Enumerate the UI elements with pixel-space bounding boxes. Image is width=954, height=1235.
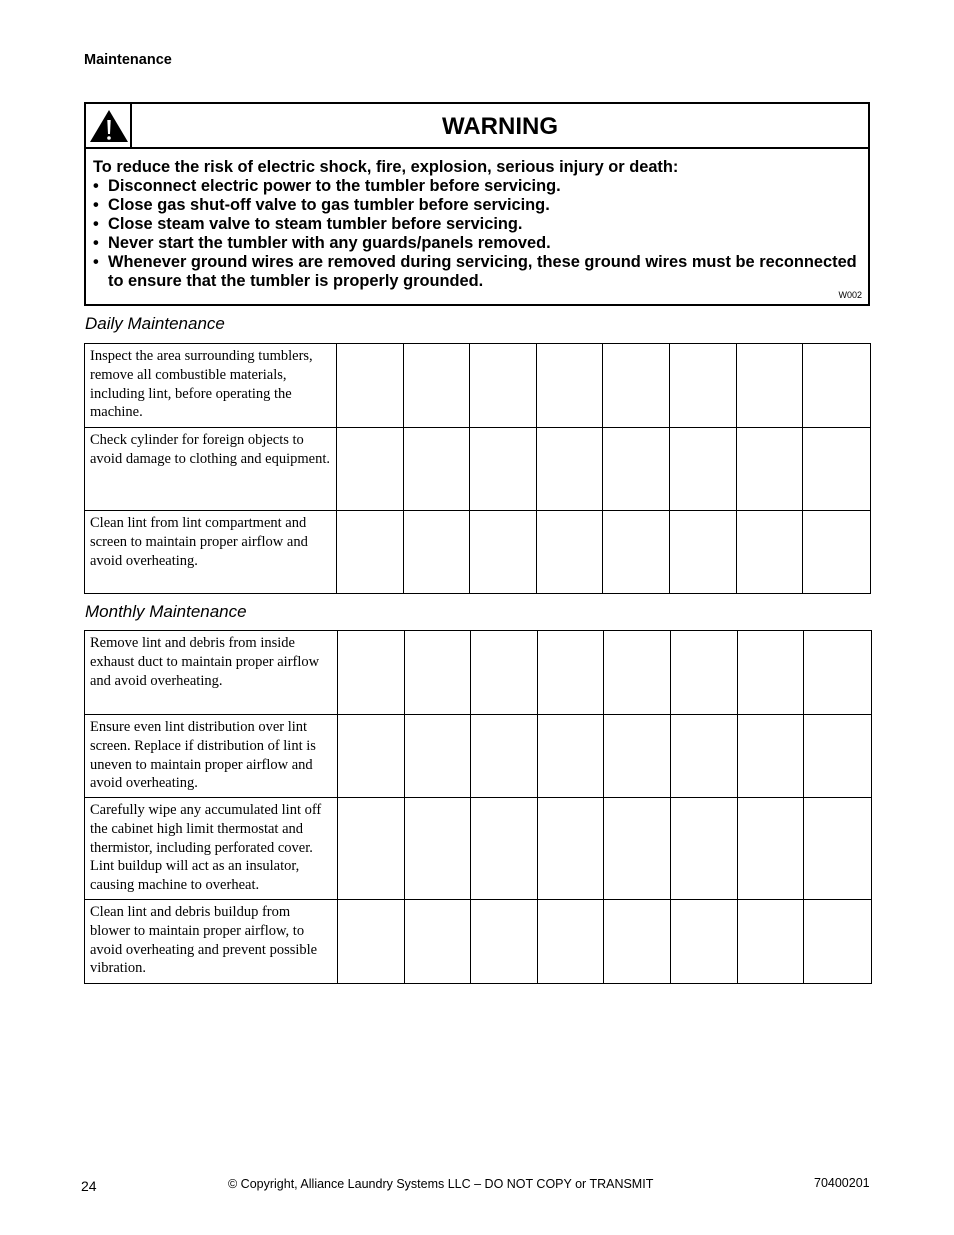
check-cell[interactable] (670, 428, 737, 511)
check-cell[interactable] (404, 428, 470, 511)
check-cell[interactable] (670, 511, 737, 594)
task-description: Ensure even lint distribution over lint screen. Replace if distribution of lint is uneven to maintain proper airflow and avoid overheating. (85, 715, 338, 798)
copyright-notice: © Copyright, Alliance Laundry Systems LLC – DO NOT COPY or TRANSMIT (228, 1177, 654, 1191)
warning-item: • Disconnect electric power to the tumbler before servicing. (93, 177, 858, 196)
warning-icon-cell (86, 104, 132, 147)
check-cell[interactable] (671, 631, 738, 715)
check-cell[interactable] (471, 631, 538, 715)
check-cell[interactable] (737, 344, 803, 428)
check-cell[interactable] (803, 344, 871, 428)
monthly-maintenance-title: Monthly Maintenance (85, 602, 247, 621)
check-cell[interactable] (471, 798, 538, 900)
check-cell[interactable] (603, 344, 670, 428)
table-row (85, 631, 872, 715)
check-cell[interactable] (738, 631, 804, 715)
check-cell[interactable] (537, 344, 603, 428)
check-cell[interactable] (604, 798, 671, 900)
check-cell[interactable] (671, 900, 738, 984)
check-cell[interactable] (337, 511, 404, 594)
check-cell[interactable] (471, 900, 538, 984)
check-cell[interactable] (804, 798, 872, 900)
check-cell[interactable] (470, 428, 537, 511)
warning-list (93, 177, 858, 291)
table-row (85, 798, 872, 900)
table-row (85, 900, 872, 984)
check-cell[interactable] (803, 428, 871, 511)
task-description: Clean lint from lint compartment and screen to maintain proper airflow and avoid overheating. (85, 511, 337, 594)
warning-box (84, 102, 870, 306)
check-cell[interactable] (804, 715, 872, 798)
check-cell[interactable] (604, 900, 671, 984)
check-cell[interactable] (404, 511, 470, 594)
check-cell[interactable] (603, 428, 670, 511)
check-cell[interactable] (804, 631, 872, 715)
warning-item: • Close gas shut-off valve to gas tumbler before servicing. (93, 196, 858, 215)
check-cell[interactable] (338, 715, 405, 798)
warning-header (86, 104, 868, 149)
check-cell[interactable] (804, 900, 872, 984)
check-cell[interactable] (604, 715, 671, 798)
task-description: Remove lint and debris from inside exhaust duct to maintain proper airflow and avoid overheating. (85, 631, 338, 715)
document-number: 70400201 (814, 1176, 870, 1190)
warning-code: W002 (838, 290, 862, 300)
check-cell[interactable] (471, 715, 538, 798)
check-cell[interactable] (537, 428, 603, 511)
table-row (85, 344, 871, 428)
warning-triangle-icon (88, 109, 130, 143)
check-cell[interactable] (405, 715, 471, 798)
daily-maintenance-title: Daily Maintenance (85, 314, 225, 333)
check-cell[interactable] (405, 900, 471, 984)
warning-intro: To reduce the risk of electric shock, fire, explosion, serious injury or death: (93, 158, 679, 176)
check-cell[interactable] (737, 511, 803, 594)
check-cell[interactable] (671, 798, 738, 900)
check-cell[interactable] (538, 715, 604, 798)
warning-title: WARNING (442, 113, 558, 140)
check-cell[interactable] (738, 900, 804, 984)
check-cell[interactable] (738, 798, 804, 900)
check-cell[interactable] (671, 715, 738, 798)
check-cell[interactable] (538, 798, 604, 900)
table-row (85, 511, 871, 594)
check-cell[interactable] (603, 511, 670, 594)
check-cell[interactable] (604, 631, 671, 715)
warning-item: • Whenever ground wires are removed during servicing, these ground wires must be reconnected to ensure that the tumbler is properly grounded. (93, 253, 858, 291)
check-cell[interactable] (803, 511, 871, 594)
page-number: 24 (81, 1178, 97, 1194)
check-cell[interactable] (538, 900, 604, 984)
check-cell[interactable] (537, 511, 603, 594)
check-cell[interactable] (404, 344, 470, 428)
section-header: Maintenance (84, 52, 172, 68)
table-row (85, 715, 872, 798)
check-cell[interactable] (738, 715, 804, 798)
task-description: Inspect the area surrounding tumblers, remove all combustible materials, including lint, before operating the machine. (85, 344, 337, 428)
check-cell[interactable] (538, 631, 604, 715)
task-description: Check cylinder for foreign objects to avoid damage to clothing and equipment. (85, 428, 337, 511)
check-cell[interactable] (337, 344, 404, 428)
warning-item: • Never start the tumbler with any guards/panels removed. (93, 234, 858, 253)
check-cell[interactable] (405, 798, 471, 900)
check-cell[interactable] (338, 900, 405, 984)
monthly-maintenance-table (84, 630, 872, 984)
check-cell[interactable] (737, 428, 803, 511)
check-cell[interactable] (405, 631, 471, 715)
check-cell[interactable] (470, 344, 537, 428)
daily-maintenance-table (84, 343, 871, 594)
check-cell[interactable] (337, 428, 404, 511)
task-description: Clean lint and debris buildup from blower to maintain proper airflow, to avoid overheating and prevent possible vibration. (85, 900, 338, 984)
check-cell[interactable] (670, 344, 737, 428)
check-cell[interactable] (470, 511, 537, 594)
task-description: Carefully wipe any accumulated lint off the cabinet high limit thermostat and thermistor, including perforated cover. Lint buildup will act as an insulator, causing machine to overheat. (85, 798, 338, 900)
warning-item: • Close steam valve to steam tumbler before servicing. (93, 215, 858, 234)
table-row (85, 428, 871, 511)
check-cell[interactable] (338, 631, 405, 715)
check-cell[interactable] (338, 798, 405, 900)
